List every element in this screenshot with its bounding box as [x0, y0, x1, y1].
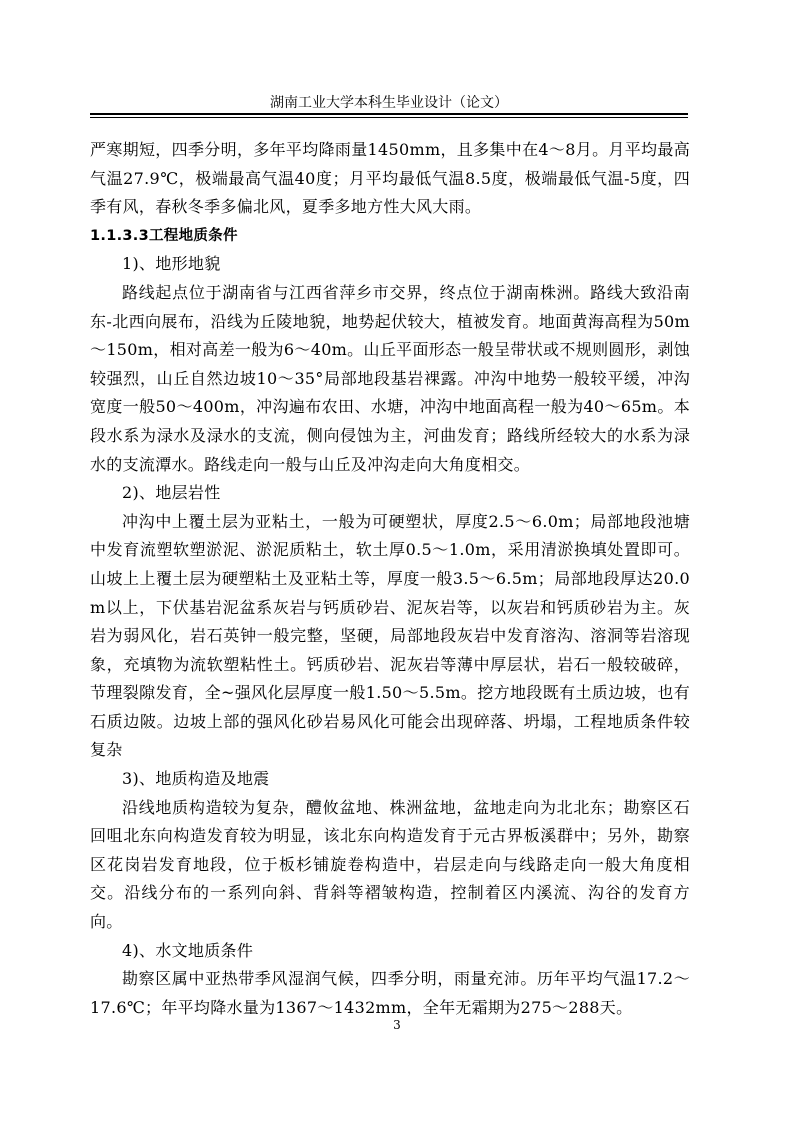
section-heading: 1.1.3.3工程地质条件 — [90, 227, 238, 244]
header-rule-thin — [90, 117, 688, 118]
subsection-title-hydrology: 4)、水文地质条件 — [122, 940, 254, 960]
subsection-title-terrain: 1)、地形地貌 — [122, 254, 221, 274]
intro-paragraph: 严寒期短，四季分明，多年平均降雨量1450mm，且多集中在4～8月。月平均最高气温27.9℃，极端最高气温40度；月平均最低气温8.5度，极端最低气温-5度，四季有风，春秋冬季多偏北风，夏季多地方性大风大雨。 — [90, 140, 690, 217]
subsection-title-structure: 3)、地质构造及地震 — [122, 769, 270, 789]
paragraph-terrain: 路线起点位于湖南省与江西省萍乡市交界，终点位于湖南株洲。路线大致沿南东-北西向展布，沿线为丘陵地貌，地势起伏较大，植被发育。地面黄海高程为50m～150m，相对高差一般为6～40m。山丘平面形态一般呈带状或不规则圆形，剥蚀较强烈，山丘自然边坡10～35°局部地段基岩裸露。冲沟中地势一般较平缓，冲沟宽度一般50～400m，冲沟遍布农田、水塘，冲沟中地面高程一般为40～65m。本段水系为渌水及渌水的支流，侧向侵蚀为主，河曲发育；路线所经较大的水系为渌水的支流潭水。路线走向一般与山丘及冲沟走向大角度相交。 — [90, 282, 690, 474]
paragraph-strata: 冲沟中上覆土层为亚粘土，一般为可硬塑状，厚度2.5～6.0m；局部地段池塘中发育流塑软塑淤泥、淤泥质粘土，软土厚0.5～1.0m，采用清淤换填处置即可。山坡上上覆土层为硬塑粘土及亚粘土等，厚度一般3.5～6.5m；局部地段厚达20.0m以上，下伏基岩泥盆系灰岩与钙质砂岩、泥灰岩等，以灰岩和钙质砂岩为主。灰岩为弱风化，岩石英钟一般完整，坚硬，局部地段灰岩中发育溶沟、溶洞等岩溶现象，充填物为流软塑粘性土。钙质砂岩、泥灰岩等薄中厚层状，岩石一般较破碎，节理裂隙发育，全~强风化层厚度一般1.50～5.5m。挖方地段既有土质边坡，也有石质边陂。边坡上部的强风化砂岩易风化可能会出现碎落、坍塌，工程地质条件较复杂 — [90, 511, 690, 760]
paragraph-structure: 沿线地质构造较为复杂，醴攸盆地、株洲盆地，盆地走向为北北东；勘察区石回咀北东向构造发育较为明显，该北东向构造发育于元古界板溪群中；另外，勘察区花岗岩发育地段，位于板杉铺旋卷构造中，岩层走向与线路走向一般大角度相交。沿线分布的一系列向斜、背斜等褶皱构造，控制着区内溪流、沟谷的发育方向。 — [90, 797, 690, 932]
page-number: 3 — [393, 1018, 401, 1032]
subsection-title-strata: 2)、地层岩性 — [122, 483, 221, 503]
header-rule-thick — [90, 113, 688, 115]
page-header-title: 湖南工业大学本科生毕业设计（论文） — [270, 95, 508, 111]
paragraph-hydrology: 勘察区属中亚热带季风湿润气候，四季分明，雨量充沛。历年平均气温17.2～17.6℃；年平均降水量为1367～1432mm，全年无霜期为275～288天。 — [90, 969, 690, 1017]
document-body — [90, 136, 690, 1022]
